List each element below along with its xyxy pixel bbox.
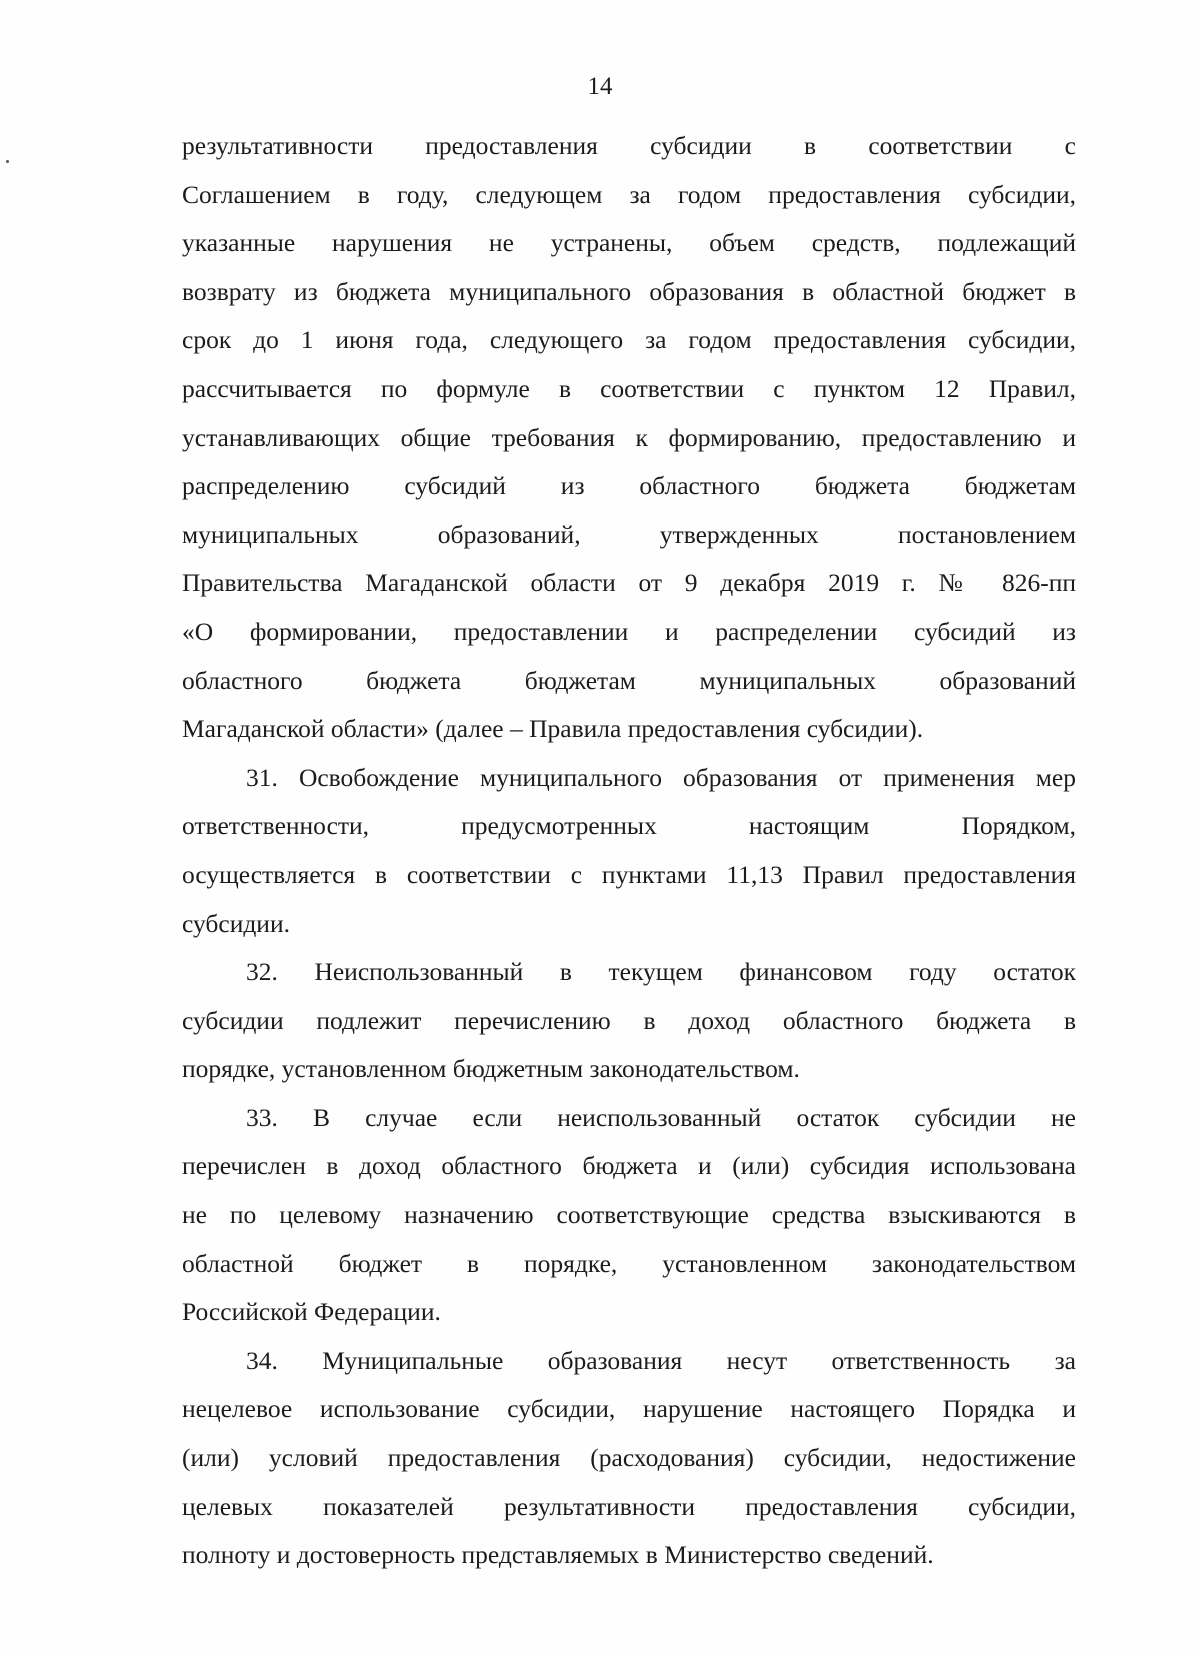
text-line: распределению субсидий из областного бюджета бюджетам (182, 471, 1076, 501)
text-line: ответственности, предусмотренных настоящим Порядком, (182, 811, 1076, 841)
text-line: (или) условий предоставления (расходования) субсидии, недостижение (182, 1443, 1076, 1473)
text-line: 33. В случае если неиспользованный остаток субсидии не (246, 1102, 1076, 1132)
text-line: областного бюджета бюджетам муниципальных образований (182, 665, 1076, 695)
page-number: 14 (587, 73, 613, 100)
text-line: рассчитывается по формуле в соответствии с пунктом 12 Правил, (182, 373, 1076, 403)
paragraph-31 (182, 754, 1076, 948)
paragraph-32 (182, 948, 1076, 1094)
text-line: результативности предоставления субсидии в соответствии с (182, 131, 1076, 160)
text-line: устанавливающих общие требования к формированию, предоставлению и (182, 422, 1076, 452)
text-line: Магаданской области» (далее – Правила предоставления субсидии). (182, 714, 924, 744)
text-line: порядке, установленном бюджетным законодательством. (182, 1054, 800, 1084)
text-line: областной бюджет в порядке, установленном законодательством (182, 1248, 1076, 1278)
text-line: нецелевое использование субсидии, нарушение настоящего Порядка и (182, 1394, 1076, 1424)
text-line: целевых показателей результативности предоставления субсидии, (182, 1491, 1076, 1521)
text-line: срок до 1 июня года, следующего за годом предоставления субсидии, (182, 325, 1076, 355)
text-line: субсидии подлежит перечислению в доход областного бюджета в (182, 1005, 1076, 1035)
document-body (182, 122, 1076, 1580)
text-line: «О формировании, предоставлении и распределении субсидий из (182, 616, 1076, 646)
scan-speck (6, 160, 9, 163)
text-line: субсидии. (182, 908, 290, 938)
text-line: указанные нарушения не устранены, объем средств, подлежащий (182, 228, 1076, 258)
text-line: полноту и достоверность представляемых в Министерство сведений. (182, 1540, 934, 1570)
text-line: не по целевому назначению соответствующие средства взыскиваются в (182, 1200, 1076, 1230)
text-line: возврату из бюджета муниципального образования в областной бюджет в (182, 276, 1076, 306)
paragraph-33 (182, 1094, 1076, 1337)
text-line: осуществляется в соответствии с пунктами 11,13 Правил предоставления (182, 859, 1076, 889)
paragraph-30-continuation (182, 122, 1076, 754)
text-line: Правительства Магаданской области от 9 декабря 2019 г. № 826-пп (182, 568, 1076, 598)
text-line: 32. Неиспользованный в текущем финансовом году остаток (246, 957, 1076, 987)
paragraph-34 (182, 1337, 1076, 1580)
text-line: Соглашением в году, следующем за годом предоставления субсидии, (182, 179, 1076, 209)
text-line: перечислен в доход областного бюджета и (или) субсидия использована (182, 1151, 1076, 1181)
text-line: муниципальных образований, утвержденных постановлением (182, 519, 1076, 549)
text-line: 34. Муниципальные образования несут ответственность за (246, 1345, 1076, 1375)
text-line: 31. Освобождение муниципального образования от применения мер (246, 762, 1076, 792)
text-line: Российской Федерации. (182, 1297, 441, 1327)
